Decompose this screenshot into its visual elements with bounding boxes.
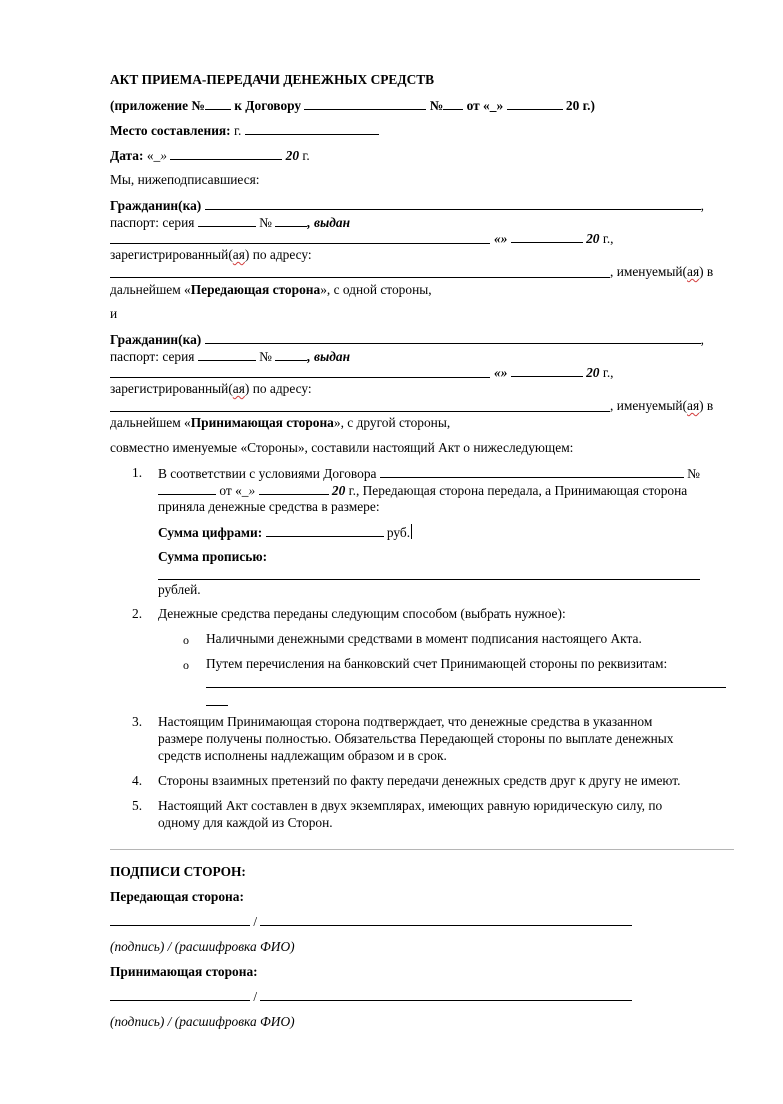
party1-passport-prefix: паспорт: серия [110, 215, 195, 230]
annex-text: 20 г.) [565, 98, 595, 113]
receiver-caption: (подпись) / (расшифровка ФИО) [110, 1014, 295, 1029]
annex-text: (приложение № [110, 98, 205, 113]
sender-signature-field[interactable] [110, 913, 250, 926]
sum-digits-label: Сумма цифрами: [158, 525, 263, 540]
date-open: « [143, 148, 154, 163]
annex-text: № [426, 98, 444, 113]
party2-named-prefix: , именуемый( [610, 398, 688, 413]
contract-number-field[interactable] [443, 97, 463, 110]
party2-comma: , [700, 332, 704, 347]
party2-named-suffix: ) в [699, 398, 714, 413]
party1-citizen-line [110, 197, 704, 214]
contract-month-field[interactable] [259, 482, 329, 495]
sum-digits-field[interactable] [266, 524, 384, 537]
sum-words-label: Сумма прописью: [158, 549, 268, 564]
sender-name-field[interactable] [260, 913, 632, 926]
party2-issue-month-field[interactable] [511, 364, 583, 377]
section-divider [110, 849, 734, 850]
party2-issue-date [494, 364, 614, 381]
receiver-signature-field[interactable] [110, 988, 250, 1001]
annex-text: к Договору [230, 98, 305, 113]
item2-text: Денежные средства переданы следующим способом (выбрать нужное): [158, 606, 566, 621]
item-number: 3. [132, 714, 143, 729]
party2-further-prefix: дальнейшем « [110, 415, 191, 430]
signature-slash: / [250, 989, 261, 1004]
item1-no-sign: № [683, 466, 700, 481]
item3-line2: размере получены полностью. Обязательства Передающей стороны по выплате денежных [158, 731, 674, 746]
item1-text: В соответствии с условиями Договора [158, 466, 380, 481]
item1-line3: приняла денежные средства в размере: [158, 499, 380, 514]
party2-reg-suffix: ) по адресу: [244, 381, 312, 396]
contract-name-field[interactable] [304, 97, 426, 110]
party2-named-ya: ая [687, 398, 700, 413]
party1-comma: , [700, 198, 704, 213]
party1-citizen-label: Гражданин(ка) [110, 198, 202, 213]
party1-named-suffix: ) в [699, 264, 714, 279]
party2-further-suffix: », с другой стороны, [333, 415, 451, 430]
contract-no-field[interactable] [158, 482, 216, 495]
party1-further-prefix: дальнейшем « [110, 282, 191, 297]
receiver-name-field[interactable] [260, 988, 632, 1001]
bank-details-field[interactable] [206, 687, 726, 688]
item4-text: Стороны взаимных претензий по факту передачи денежных средств друг к другу не имеют. [158, 773, 681, 788]
party2-issued: , выдан [307, 349, 351, 364]
item1-line2 [158, 482, 687, 499]
party1-passport-line [110, 214, 350, 231]
item5-line2: одному для каждой из Сторон. [158, 815, 333, 830]
place-prefix: г. [230, 123, 245, 138]
annex-number-field[interactable] [205, 97, 231, 110]
party1-passport-number-field[interactable] [275, 214, 307, 227]
item1-year: 20 [331, 483, 346, 498]
party2-named [610, 398, 713, 414]
option-bank-transfer[interactable]: Путем перечисления на банковский счет Принимающей стороны по реквизитам: [206, 656, 668, 671]
sender-label: Передающая сторона: [110, 889, 244, 904]
party2-issue-year: 20 [586, 365, 600, 380]
party1-issued: , выдан [307, 215, 351, 230]
item-number: 4. [132, 773, 143, 788]
party2-issue-quote: «» [494, 365, 508, 380]
party2-reg-ya: ая [232, 381, 245, 396]
item-number: 1. [132, 465, 143, 480]
joint-text: совместно именуемые «Стороны», составили настоящий Акт о нижеследующем: [110, 440, 574, 455]
party1-further [110, 282, 432, 298]
party1-further-suffix: », с одной стороны, [320, 282, 432, 297]
party2-address-field[interactable] [110, 411, 610, 412]
party2-passport-prefix: паспорт: серия [110, 349, 195, 364]
party1-reg-suffix: ) по адресу: [244, 247, 312, 262]
item1-text: г., Передающая сторона передала, а Принимающая сторона [345, 483, 688, 498]
party2-issue-year-suffix: г., [599, 365, 614, 380]
sum-digits-unit: руб. [383, 525, 411, 540]
party1-issue-year: 20 [586, 231, 600, 246]
party2-role: Принимающая сторона [190, 415, 334, 430]
date-month-field[interactable] [170, 147, 282, 160]
item1-text: от « [216, 483, 242, 498]
text-cursor [411, 524, 412, 539]
party1-issue-quote: «» [494, 231, 508, 246]
party2-passport-num-label: № [255, 349, 276, 364]
option-bullet: o [183, 658, 189, 672]
party2-citizen-label: Гражданин(ка) [110, 332, 202, 347]
party1-named [610, 264, 713, 280]
receiver-label: Принимающая сторона: [110, 964, 258, 979]
annex-text: от « [463, 98, 490, 113]
sender-signature-line [110, 913, 632, 930]
party2-citizen-line [110, 331, 704, 348]
party2-further [110, 415, 450, 431]
and-text: и [110, 306, 118, 321]
signature-slash: / [250, 914, 261, 929]
party1-issue-date [494, 230, 614, 247]
date-label: Дата: [110, 148, 144, 163]
place-label: Место составления: [110, 123, 231, 138]
party1-named-prefix: , именуемый( [610, 264, 688, 279]
date-year: 20 [285, 148, 300, 163]
signatures-title: ПОДПИСИ СТОРОН: [110, 864, 246, 879]
option-cash[interactable]: Наличными денежными средствами в момент подписания настоящего Акта. [206, 631, 642, 646]
item1-day: _» [241, 483, 256, 498]
option-bullet: o [183, 633, 189, 647]
document-title: АКТ ПРИЕМА-ПЕРЕДАЧИ ДЕНЕЖНЫХ СРЕДСТВ [110, 72, 435, 87]
party1-address-field[interactable] [110, 277, 610, 278]
date-line [110, 147, 310, 164]
date-suffix: г. [299, 148, 310, 163]
sum-digits-line [158, 524, 412, 541]
party2-passport-series-field[interactable] [198, 348, 256, 361]
party1-issuer-field[interactable] [110, 243, 490, 244]
item5-line1: Настоящий Акт составлен в двух экземплярах, имеющих равную юридическую силу, по [158, 798, 663, 813]
party1-issue-year-suffix: г., [599, 231, 614, 246]
item1-line1 [158, 465, 700, 482]
annex-line [110, 97, 595, 114]
party2-registration [110, 381, 312, 397]
party1-passport-series-field[interactable] [198, 214, 256, 227]
party1-passport-num-label: № [255, 215, 276, 230]
receiver-signature-line [110, 988, 632, 1005]
item-number: 5. [132, 798, 143, 813]
party2-issuer-field[interactable] [110, 377, 490, 378]
party2-reg-prefix: зарегистрированный( [110, 381, 233, 396]
item3-line1: Настоящим Принимающая сторона подтверждает, что денежные средства в указанном [158, 714, 653, 729]
party1-registration [110, 247, 312, 263]
party1-issue-month-field[interactable] [511, 230, 583, 243]
annex-month-field[interactable] [507, 97, 563, 110]
party1-reg-prefix: зарегистрированный( [110, 247, 233, 262]
party1-named-ya: ая [687, 264, 700, 279]
item-number: 2. [132, 606, 143, 621]
sender-caption: (подпись) / (расшифровка ФИО) [110, 939, 295, 954]
date-day: _» [153, 148, 167, 163]
party1-name-field[interactable] [205, 197, 701, 210]
party2-name-field[interactable] [205, 331, 701, 344]
sum-words-field[interactable] [158, 579, 700, 580]
bank-details-field-end[interactable] [206, 705, 228, 706]
place-field[interactable] [245, 122, 379, 135]
party2-passport-number-field[interactable] [275, 348, 307, 361]
contract-ref-field[interactable] [380, 465, 684, 478]
party1-role: Передающая сторона [190, 282, 321, 297]
annex-text: _» [489, 98, 504, 113]
item3-line3: средств исполнены надлежащим образом и в срок. [158, 748, 447, 763]
rubles-text: рублей. [158, 582, 201, 597]
intro-text: Мы, нижеподписавшиеся: [110, 172, 260, 187]
party1-reg-ya: ая [232, 247, 245, 262]
place-line [110, 122, 379, 139]
party2-passport-line [110, 348, 350, 365]
